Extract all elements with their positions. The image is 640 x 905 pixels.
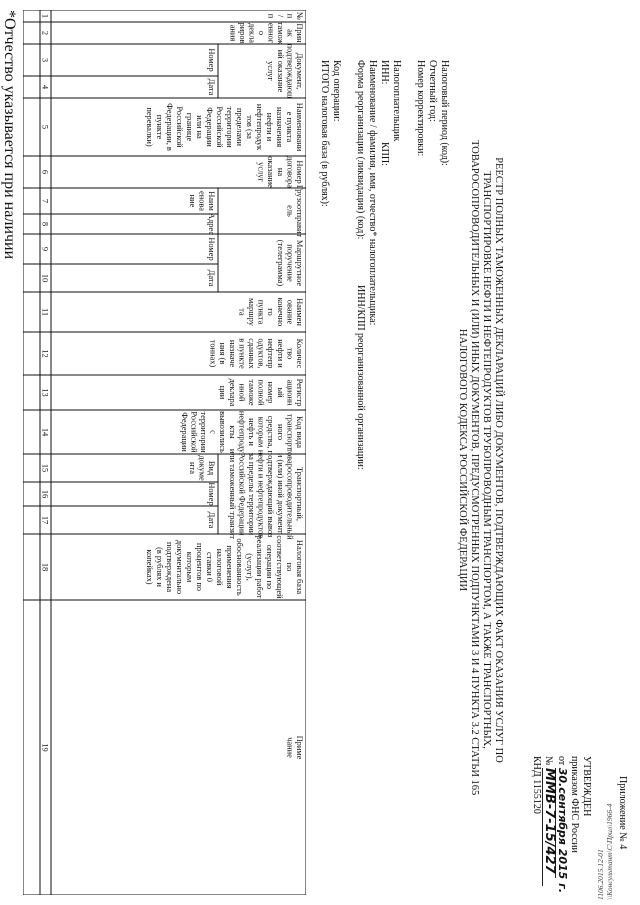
header-cell-declaration-reg: полной (256, 379, 266, 406)
header-cell-transport-code: территории (199, 411, 208, 453)
header-cell-quantity: назначе (227, 339, 237, 368)
header-cell-no: п (285, 13, 295, 19)
header-cell-sign: ак (285, 29, 295, 37)
header-cell-shipper: ель (285, 205, 295, 217)
header-cell-destination: тов (за (245, 115, 254, 139)
reorg-form-label: Форма реорганизации (ликвидация) (код): (355, 60, 366, 240)
header-cell-tax-base: операции по (265, 544, 274, 590)
header-cell-doc-service: ий оказание (275, 49, 285, 93)
header-cell-declaration-reg: нной (237, 383, 247, 402)
title-line: ТОВАРОСОПРОВОДИТЕЛЬНЫХ И (ИЛИ) ИНЫХ ДОКУМЕНТОВ, ПРЕДУСМОТРЕННЫХ ПОДПУНКТАМИ 3 И 4 ПУНКТА 3.2 СТАТЬИ 165 (469, 140, 480, 796)
header-cell-destination: назначения (275, 106, 284, 148)
header-cell-declaration-reg: Регистр (295, 378, 304, 407)
title-line: ТРАНСПОРТИРОВКЕ НЕФТИ И НЕФТЕПРОДУКТОВ ТРУБОПРОВОДНЫМ ТРАНСПОРТОМ, А ТАКЖЕ ТРАНСПОРТНЫХ, (481, 171, 492, 749)
column-number: 12 (40, 349, 50, 358)
order-line: приказом ФНС России (569, 756, 580, 853)
header-cell-no: п (266, 13, 276, 19)
correction-number-label: Номер корректировки: (415, 60, 426, 157)
header-cell-tax-base: (услуг), (245, 553, 254, 581)
kpp-label: КПП: (379, 142, 390, 166)
column-number: 17 (40, 515, 50, 525)
header-cell-transport-code: ного (275, 423, 285, 441)
header-cell-sign: риров (238, 22, 247, 44)
column-number: 2 (40, 30, 50, 36)
header-cell-sign: ания (228, 24, 238, 42)
header-cell-route-number: Номер (207, 237, 216, 261)
stamp-line: \\Консультант\С\Прил\1966-4 (605, 803, 614, 900)
header-cell-export-doc: или таможенный транзит (227, 448, 237, 540)
header-cell-destination: нефтепродук (255, 103, 264, 151)
from-prefix: от (556, 756, 567, 766)
header-cell-destination: пункте (155, 114, 164, 140)
header-cell-final-point: конечно (275, 297, 285, 327)
header-cell-export-doc-type: докуме (197, 455, 207, 481)
column-number: 8 (40, 221, 50, 227)
number-prefix: № (543, 756, 554, 766)
header-cell-shipper-name: ние (187, 194, 197, 208)
header-cell-transport-code: вывозились (218, 411, 228, 453)
header-cell-export-doc: товаросопроводительный (285, 448, 295, 540)
header-cell-transport-code: кты (227, 425, 237, 439)
header-cell-declaration-reg: деклара (227, 378, 237, 407)
header-cell-tax-base: копейках) (145, 549, 154, 585)
header-cell-export-doc: подтверждающий вывоз (266, 450, 276, 538)
header-cell-no: № (295, 12, 304, 20)
order-date-handwritten: 30.сентября 2015 г. (556, 767, 569, 894)
header-cell-transport-code: Федерации (179, 412, 189, 452)
header-cell-declaration-reg: ый (275, 387, 285, 398)
inn-label: ИНН: (379, 60, 390, 85)
total-base-label: ИТОГО налоговая база (в рублях): (319, 60, 330, 207)
header-cell-declaration-reg: ции (218, 385, 228, 400)
header-cell-transport-code: транспорт (285, 413, 295, 451)
column-number: 14 (40, 427, 50, 437)
appendix-label: Приложение № 4 (617, 776, 628, 850)
header-cell-export-doc: за пределы территории (247, 452, 256, 536)
document-title (456, 140, 504, 796)
header-cell-destination: нефти и (265, 112, 274, 142)
header-cell-tax-base: применения (225, 545, 234, 589)
knd-code: КНД 1155120 (531, 756, 542, 814)
header-cell-tax-base: которым (185, 551, 194, 583)
header-cell-note: чание (285, 737, 295, 758)
column-number: 19 (40, 743, 50, 752)
header-cell-route-order: Маршрутное (295, 239, 304, 287)
header-cell-tax-base: ставки 0 (205, 552, 214, 582)
header-cell-declaration-reg: ационн (285, 379, 295, 406)
header-cell-route-order: (телеграмма) (275, 239, 285, 287)
column-number: 18 (40, 562, 50, 572)
column-number: 15 (40, 463, 50, 473)
header-cell-quantity: тоннах) (208, 339, 218, 368)
header-cell-transport-code: нефть и (247, 418, 256, 446)
column-number: 6 (40, 169, 50, 175)
header-cell-quantity: сданных (247, 338, 256, 369)
header-cell-destination: территории (225, 106, 234, 148)
title-line: РЕЕСТР ПОЛНЫХ ТАМОЖЕННЫХ ДЕКЛАРАЦИЙ ЛИБО ДОКУМЕНТОВ, ПОДТВЕРЖДАЮЩИХ ФАКТ ОКАЗАНИЯ УСЛУГ ПО (493, 157, 504, 763)
header-cell-tax-base: процентов по (195, 543, 204, 591)
scanner-stamp (596, 804, 614, 900)
approved-label: УТВЕРЖДЕН (581, 756, 592, 817)
column-number: 9 (40, 246, 50, 252)
header-cell-destination: Российской (175, 106, 184, 148)
header-cell-doc-service: подтверждающ (285, 43, 295, 99)
reorg-inn-label: ИНН/КПП реорганизованной организации: (355, 285, 366, 470)
header-cell-doc-number: Номер (207, 48, 216, 72)
header-cell-tax-base: документально (175, 539, 184, 595)
column-number: 16 (40, 489, 50, 499)
taxpayer-name-label: Наименование / фамилия, имя, отчество* налогоплательщика: (367, 60, 378, 326)
order-number-handwritten: ММВ-7-15/427 (542, 768, 555, 886)
header-cell-destination: Наименовани (295, 102, 304, 152)
header-cell-export-doc: нефти и нефтепродуктов (256, 449, 266, 539)
header-cell-declaration-reg: таможе (247, 379, 256, 406)
header-cell-final-point: го (266, 308, 276, 316)
registry-table (23, 10, 306, 895)
header-cell-export-doc: и (или) иной документ, (275, 452, 285, 536)
header-cell-sign: тамож (276, 21, 285, 45)
header-cell-doc-service: Документ, (295, 52, 304, 90)
header-cell-tax-base: обоснованность (235, 538, 244, 596)
header-cell-tax-base: налоговой (215, 548, 224, 586)
header-cell-destination: перевалки) (145, 107, 154, 147)
header-cell-export-doc-type: Вид (207, 460, 216, 476)
header-cell-note: Приме (295, 735, 304, 760)
header-cell-contract: Номер (295, 160, 304, 184)
order-number-line (542, 756, 555, 886)
header-cell-destination: Федерации (205, 107, 214, 147)
header-cell-transport-code: нефтепроду (237, 410, 247, 454)
header-cell-quantity: одуктов, (256, 338, 266, 369)
header-cell-quantity: ния (в (218, 342, 228, 365)
header-cell-final-point: та (237, 308, 247, 316)
taxpayer-label: Налогоплательщик (391, 60, 402, 142)
header-cell-export-doc-date: Дата (207, 511, 216, 529)
header-cell-quantity: тво (285, 347, 295, 360)
header-cell-quantity: нефтепр (266, 338, 276, 369)
header-cell-tax-base: Налоговая база (295, 539, 304, 595)
header-cell-destination: Федерации, в (165, 103, 174, 151)
footnote: *Отчество указывается при наличии (1, 10, 18, 260)
header-cell-export-doc: Транспортный, (295, 467, 304, 521)
header-cell-transport-code: которым (256, 416, 266, 448)
header-cell-transport-code: средства, (266, 415, 276, 449)
header-cell-shipper: Грузоотправит (295, 184, 304, 238)
header-cell-tax-base: соответствующей (275, 535, 284, 599)
header-cell-final-point: маршру (247, 298, 256, 326)
header-cell-final-point: ование (285, 299, 295, 325)
header-cell-contract: на (275, 167, 285, 177)
header-cell-destination: или на (195, 115, 204, 139)
header-cell-shipper-name: енова (197, 191, 207, 211)
header-cell-transport-code: Код вида (295, 416, 304, 448)
header-cell-no: / (276, 14, 285, 18)
header-cell-export-doc-type: нта (187, 462, 197, 474)
title-line: НАЛОГОВОГО КОДЕКСА РОССИЙСКОЙ ФЕДЕРАЦИИ (457, 328, 468, 592)
header-cell-final-point: Наимен (295, 298, 304, 326)
header-cell-tax-base: по (285, 562, 294, 572)
header-cell-sign: Прин (295, 23, 304, 43)
stamp-line: 1106.2015.12-01 (596, 849, 605, 900)
header-cell-destination: границе (185, 112, 194, 142)
header-cell-destination: пределами (235, 108, 244, 146)
tax-period-label: Налоговый период (код): (439, 60, 450, 166)
column-number: 13 (40, 388, 50, 397)
column-number: 3 (40, 57, 50, 63)
header-cell-shipper-address: Адрес (207, 212, 216, 236)
header-cell-sign: енног (266, 22, 276, 44)
header-cell-tax-base: реализации работ (255, 535, 264, 599)
operation-code-label: Код операции: (331, 60, 342, 122)
header-cell-contract: договора (285, 156, 295, 188)
header-cell-tax-base: подтверждена (165, 541, 174, 593)
header-cell-shipper-name: Наим (207, 191, 216, 211)
header-cell-tax-base: (в рублях и (155, 547, 164, 587)
column-number: 1 (40, 13, 50, 19)
header-cell-contract: услуг (256, 162, 266, 182)
header-cell-route-date: Дата (207, 269, 216, 287)
header-cell-sign: декла (247, 23, 257, 43)
header-cell-declaration-reg: номер (266, 381, 276, 404)
header-cell-route-order: поручение (285, 244, 295, 282)
column-number: 10 (40, 273, 50, 283)
header-cell-quantity: Количес (295, 338, 304, 369)
header-cell-destination: Российской (215, 106, 224, 148)
column-number: 5 (40, 124, 50, 130)
header-cell-final-point: пункта (256, 299, 266, 325)
header-cell-destination: е пункта (285, 111, 294, 143)
header-cell-export-doc: Российской Федерации (237, 452, 247, 536)
header-cell-quantity: в пункте (237, 338, 247, 369)
column-number: 4 (40, 84, 50, 90)
header-cell-quantity: нефти и (275, 339, 285, 368)
column-number: 7 (40, 198, 50, 204)
column-number: 11 (40, 307, 50, 317)
header-cell-transport-code: с (208, 430, 218, 434)
header-cell-sign: о (257, 30, 266, 36)
header-cell-doc-date: Дата (207, 78, 216, 96)
header-cell-export-doc-number: Номер (207, 482, 216, 506)
header-cell-transport-code: Российской (189, 411, 199, 453)
header-cell-doc-service: услуг (266, 61, 276, 81)
reporting-year-label: Отчетный год: (427, 60, 438, 122)
header-cell-contract: оказание (266, 156, 276, 188)
